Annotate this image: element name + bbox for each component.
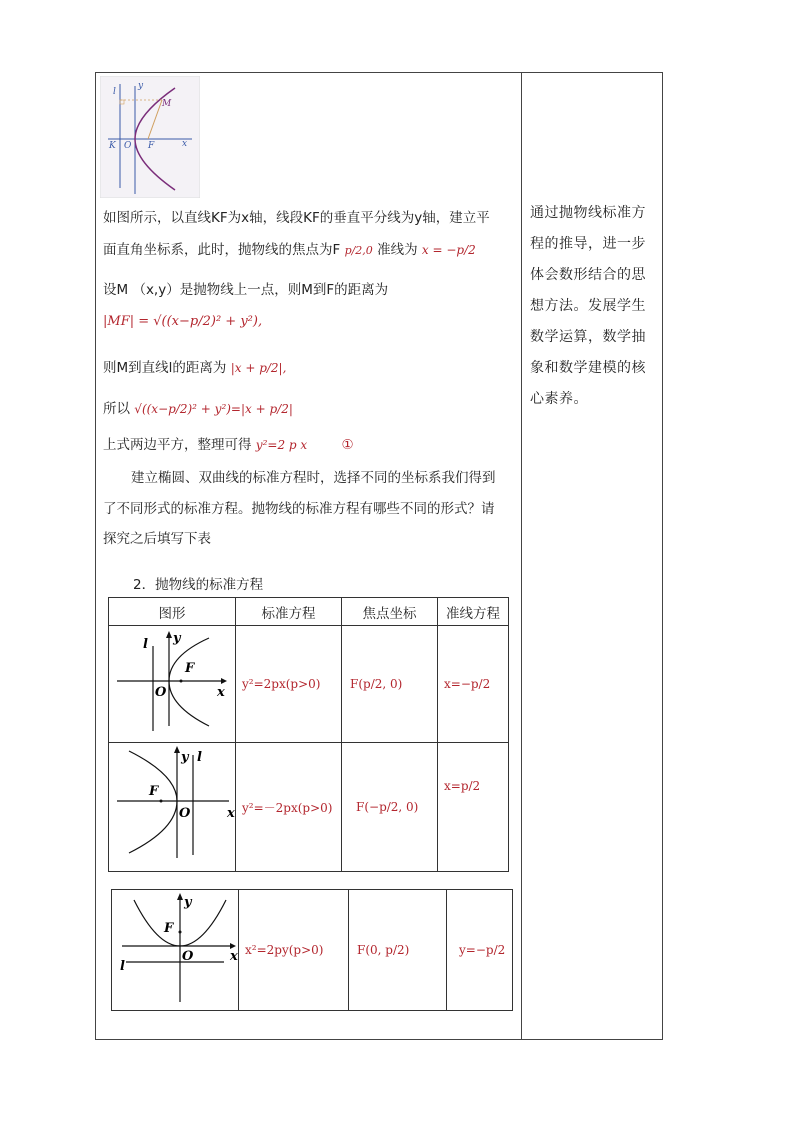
fig1-label-o: O bbox=[155, 685, 167, 700]
paragraph-2-line-3: 探究之后填写下表 bbox=[103, 531, 211, 547]
paragraph-line-1: 如图所示，以直线KF为x轴，线段KF的垂直平分线为y轴，建立平 bbox=[103, 210, 490, 226]
paragraph-line-5-a: 则M到直线l的距离为 bbox=[103, 360, 227, 376]
equality-formula: √((x−p/2)² + y²)=|x + p/2| bbox=[134, 402, 293, 416]
parabola-left-figure bbox=[109, 743, 235, 867]
paragraph-2-line-2: 了不同形式的标准方程。抛物线的标准方程有哪些不同的形式？请 bbox=[103, 501, 495, 517]
directrix-cell-2: x=p/2 bbox=[438, 743, 509, 872]
figure-label-m: M bbox=[162, 99, 172, 109]
fig2-label-x: x bbox=[227, 806, 235, 821]
directrix-expression: x = −p/2 bbox=[421, 243, 476, 257]
header-directrix: 准线方程 bbox=[438, 598, 509, 626]
header-focus: 焦点坐标 bbox=[342, 598, 438, 626]
fig3-label-x: x bbox=[230, 949, 238, 964]
distance-to-line-formula: |x + p/2|, bbox=[230, 361, 287, 375]
paragraph-line-2-a: 面直角坐标系，此时，抛物线的焦点为F bbox=[103, 242, 341, 258]
header-figure: 图形 bbox=[109, 598, 236, 626]
figure-label-f: F bbox=[148, 141, 155, 151]
paragraph-line-6-a: 所以 bbox=[103, 401, 130, 417]
equation-cell-3: x²=2py(p>0) bbox=[239, 890, 349, 1011]
focus-coordinate: p/2,0 bbox=[344, 244, 373, 257]
figure-label-x: x bbox=[182, 139, 188, 149]
directrix-cell-1: x=−p/2 bbox=[438, 626, 509, 743]
section-title: 2．抛物线的标准方程 bbox=[133, 577, 264, 593]
figure-label-y: y bbox=[138, 81, 144, 91]
directrix-cell-3: y=−p/2 bbox=[447, 890, 513, 1011]
figure-label-k: K bbox=[109, 141, 116, 151]
standard-equation-table-continued bbox=[111, 889, 513, 1011]
fig1-label-x: x bbox=[217, 685, 225, 700]
paragraph-line-2 bbox=[103, 238, 476, 258]
focus-cell-1: F(p/2, 0) bbox=[342, 626, 438, 743]
paragraph-line-7 bbox=[103, 433, 354, 453]
parabola-derivation-figure bbox=[100, 76, 200, 198]
paragraph-line-2-b: 准线为 bbox=[377, 242, 418, 258]
header-equation: 标准方程 bbox=[236, 598, 342, 626]
fig3-label-f: F bbox=[164, 921, 174, 936]
teaching-note: 通过抛物线标准方程的推导，进一步体会数形结合的思想方法。发展学生数学运算，数学抽象和数学建模的核心素养。 bbox=[530, 205, 646, 407]
paragraph-line-5 bbox=[103, 356, 286, 376]
paragraph-line-6 bbox=[103, 397, 293, 417]
equation-cell-2: y²=－2px(p>0) bbox=[236, 743, 342, 872]
standard-equation-result: y²=2 p x bbox=[255, 438, 308, 452]
paragraph-line-7-a: 上式两边平方，整理可得 bbox=[103, 437, 252, 453]
fig2-label-l: l bbox=[197, 750, 202, 765]
fig1-label-y: y bbox=[173, 631, 181, 646]
parabola-up-figure bbox=[112, 890, 238, 1006]
parabola-right-figure bbox=[109, 626, 235, 738]
fig3-label-l: l bbox=[120, 959, 125, 974]
equation-cell-1: y²=2px(p>0) bbox=[236, 626, 342, 743]
equation-number: ① bbox=[341, 437, 354, 453]
fig2-label-o: O bbox=[179, 806, 191, 821]
figure-cell-3 bbox=[112, 890, 239, 1011]
fig3-label-y: y bbox=[184, 895, 192, 910]
fig2-label-y: y bbox=[181, 750, 189, 765]
paragraph-line-3: 设M （x,y）是抛物线上一点，则M到F的距离为 bbox=[103, 282, 389, 298]
column-divider bbox=[521, 72, 522, 1040]
standard-equation-table bbox=[108, 597, 509, 872]
focus-cell-3: F(0, p/2) bbox=[349, 890, 447, 1011]
focus-cell-2: F(−p/2, 0) bbox=[342, 743, 438, 872]
fig1-label-f: F bbox=[185, 661, 195, 676]
figure-label-l: l bbox=[113, 87, 116, 97]
fig3-label-o: O bbox=[182, 949, 194, 964]
distance-mf-formula: |MF| = √((x−p/2)² + y²), bbox=[103, 314, 263, 329]
figure-cell-1 bbox=[109, 626, 236, 743]
paragraph-2-line-1: 建立椭圆、双曲线的标准方程时，选择不同的坐标系我们得到 bbox=[131, 470, 496, 486]
figure-label-o: O bbox=[124, 141, 132, 151]
figure-cell-2 bbox=[109, 743, 236, 872]
fig2-label-f: F bbox=[149, 784, 159, 799]
fig1-label-l: l bbox=[143, 637, 148, 652]
